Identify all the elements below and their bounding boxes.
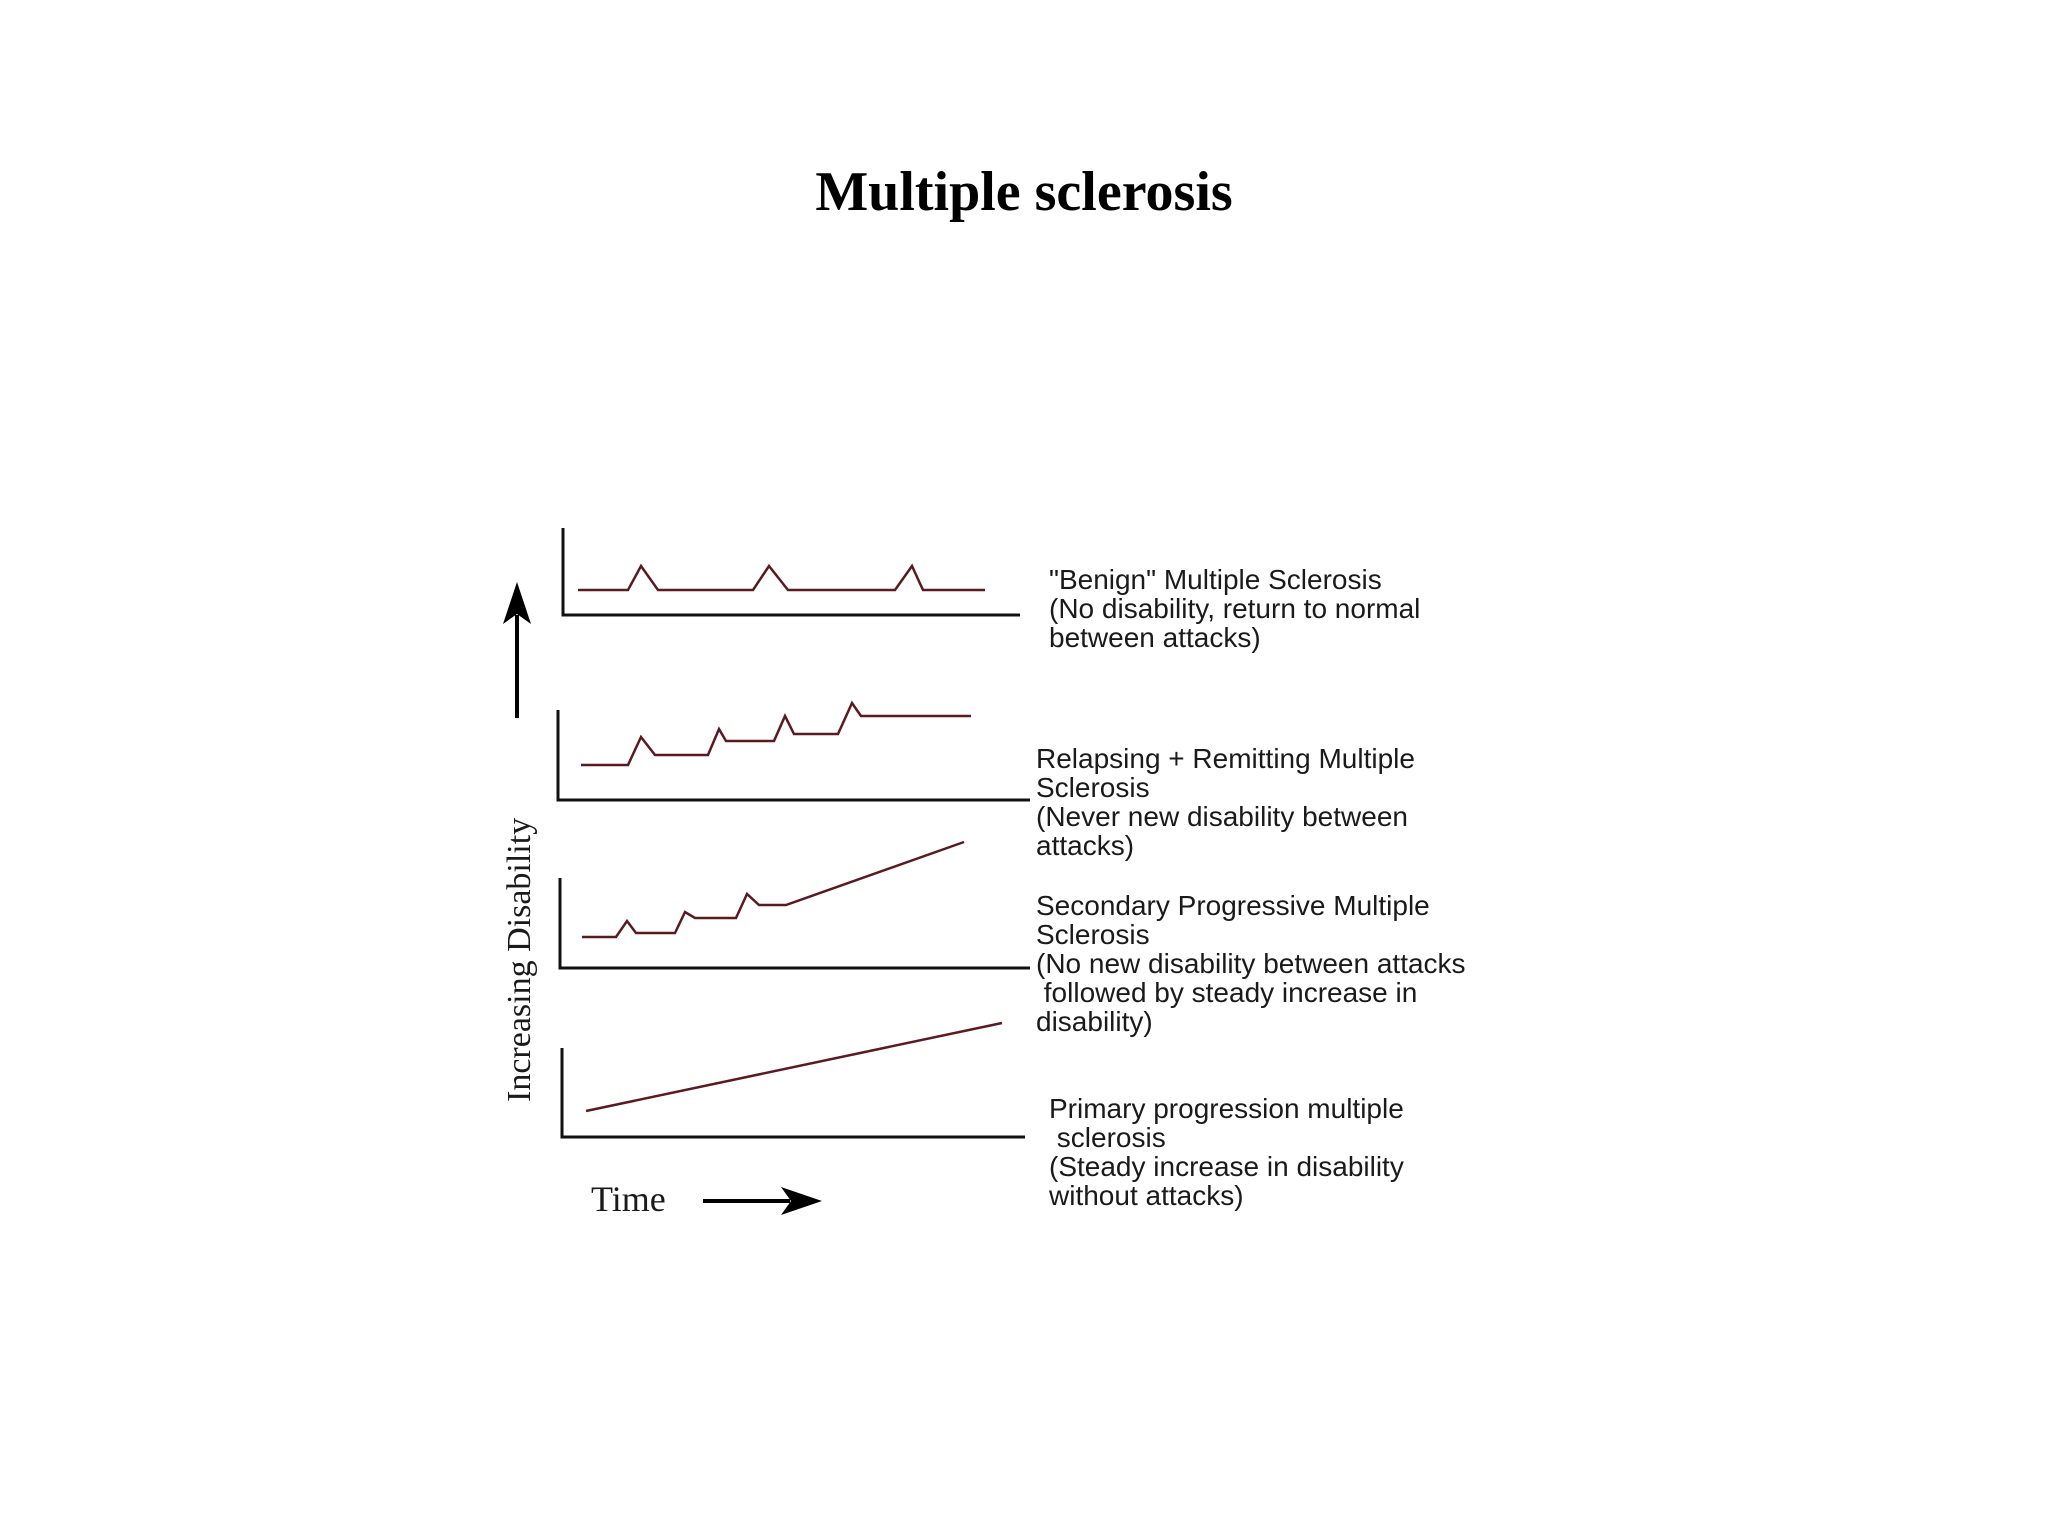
panel-primary-progressive-axes <box>562 1048 1025 1137</box>
caption-benign <box>1049 564 1428 653</box>
panel-relapsing-remitting <box>558 703 1030 800</box>
slide-title: Multiple sclerosis <box>815 161 1233 223</box>
panel-primary-progressive-course-line <box>586 1023 1002 1111</box>
caption-line: disability) <box>1036 1006 1153 1037</box>
caption-line: sclerosis <box>1049 1122 1166 1153</box>
panel-benign-course-line <box>578 566 985 590</box>
caption-secondary-progressive <box>1036 890 1473 1037</box>
caption-line: Relapsing + Remitting Multiple <box>1036 743 1415 774</box>
x-axis-label: Time <box>591 1179 666 1219</box>
caption-line: (Never new disability between <box>1036 801 1408 832</box>
caption-line: (No disability, return to normal <box>1049 593 1421 624</box>
panel-relapsing-remitting-axes <box>558 710 1030 800</box>
caption-line: "Benign" Multiple Sclerosis <box>1049 564 1382 595</box>
caption-line: (Steady increase in disability <box>1049 1151 1404 1182</box>
panel-primary-progressive <box>562 1023 1025 1137</box>
caption-line: (No new disability between attacks <box>1036 948 1466 979</box>
panel-benign-axes <box>563 528 1020 615</box>
panel-secondary-progressive <box>560 842 1030 968</box>
caption-line: between attacks) <box>1049 622 1261 653</box>
y-axis-label: Increasing Disability <box>501 817 538 1102</box>
caption-relapsing-remitting <box>1036 743 1423 861</box>
caption-line: followed by steady increase in <box>1036 977 1418 1008</box>
caption-line: attacks) <box>1036 830 1135 861</box>
caption-line: without attacks) <box>1049 1180 1244 1211</box>
x-axis-arrow <box>703 1187 822 1215</box>
caption-primary-progressive <box>1048 1093 1412 1211</box>
panel-secondary-progressive-course-line <box>582 842 964 937</box>
caption-line: Sclerosis <box>1036 772 1150 803</box>
panel-benign <box>563 528 1020 615</box>
y-axis-arrow <box>503 582 531 718</box>
panel-relapsing-remitting-course-line <box>581 703 971 765</box>
caption-line: Primary progression multiple <box>1049 1093 1404 1124</box>
caption-line: Secondary Progressive Multiple <box>1036 890 1430 921</box>
caption-line: Sclerosis <box>1036 919 1150 950</box>
panel-secondary-progressive-axes <box>560 878 1030 968</box>
